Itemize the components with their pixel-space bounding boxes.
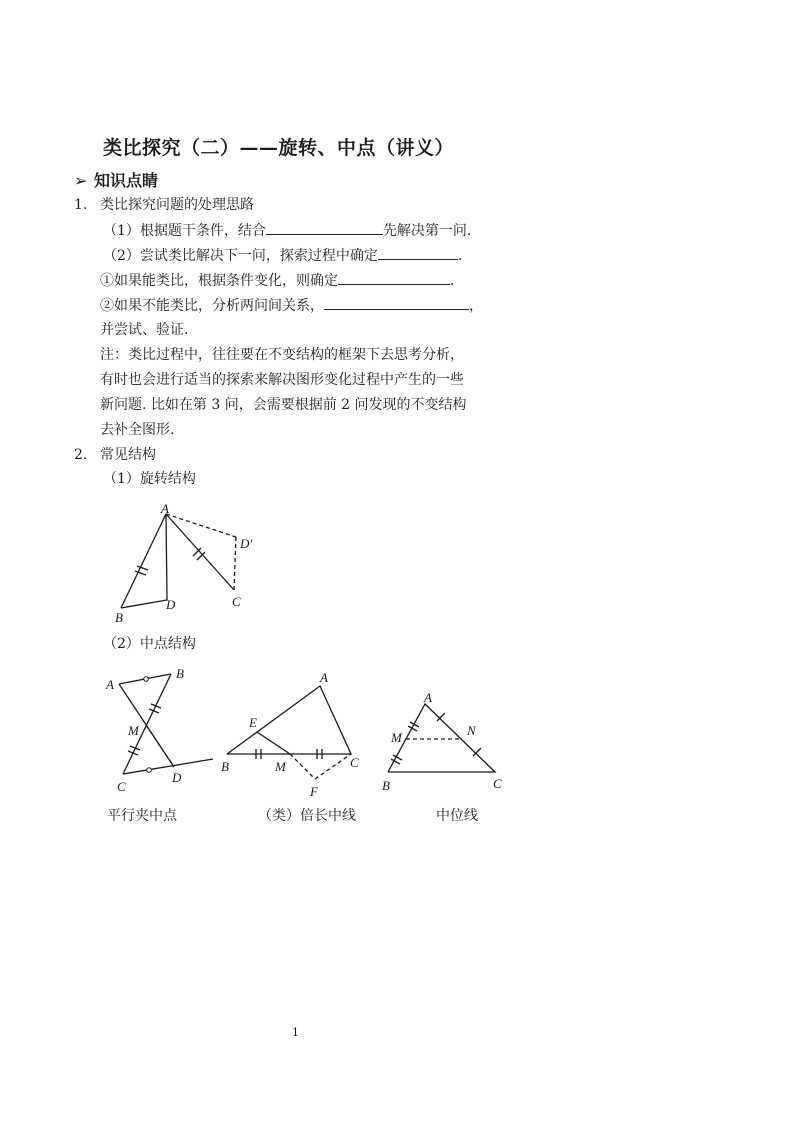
note-line-3: 新问题. 比如在第 3 问，会需要根据前 2 问发现的不变结构 [100,397,467,413]
label-d: D [172,770,182,785]
page-title: 类比探究（二）——旋转、中点（讲义） [103,137,455,159]
item-1-number: 1. [74,197,88,213]
item-2-label: 常见结构 [100,447,156,463]
label-m: M [128,723,139,738]
label-a: A [161,501,169,516]
step-4-text-b: ， [469,298,483,314]
label-c: C [350,755,359,770]
label-b: B [382,778,390,793]
label-d: D [166,597,176,612]
sub-heading-rotation: （1）旋转结构 [103,471,196,487]
step-2-text-b: . [457,248,463,264]
triangle-abc [388,704,495,772]
label-e: E [249,715,257,730]
label-c: C [493,776,502,791]
step-3-text-a: ①如果能类比，根据条件变化，则确定 [100,273,338,289]
note-line-4: 去补全图形. [100,422,175,438]
label-b: B [221,759,229,774]
note-line-2: 有时也会进行适当的探索来解决图形变化过程中产生的一些 [100,372,464,388]
label-m: M [391,730,402,745]
label-b: B [176,666,184,681]
page-number: 1 [292,1026,299,1039]
section-heading-text: 知识点睛 [94,171,159,190]
step-5-line: 并尝试、验证. [100,322,189,338]
label-a: A [424,690,432,705]
label-a: A [320,670,328,685]
label-c: C [117,779,126,794]
label-m: M [275,759,286,774]
item-1-label: 类比探究问题的处理思路 [100,197,254,213]
step-1-text-a: （1）根据题干条件，结合 [103,223,266,239]
caption-doubled-median: （类）倍长中线 [258,808,356,824]
item-2-number: 2. [74,447,88,463]
step-3-text-b: . [450,273,455,289]
caption-midline: 中位线 [436,808,478,824]
step-2-text-a: （2）尝试类比解决下一问，探索过程中确定 [103,248,378,264]
caption-parallel-midpoint: 平行夹中点 [107,808,177,824]
arrow-bullet-icon: ➢ [74,171,88,190]
step-1-text-b: 先解决第一问. [382,223,472,239]
note-line-1: 注：类比过程中，往往要在不变结构的框架下去思考分析， [100,347,464,363]
label-b: B [115,610,123,625]
label-a: A [106,677,114,692]
step-4-text-a: ②如果不能类比，分析两问间关系， [100,298,324,314]
label-d-prime: D′ [240,536,253,551]
sub-heading-midpoint: （2）中点结构 [103,636,196,652]
label-n: N [467,723,476,738]
label-c: C [232,594,241,609]
label-f: F [310,784,318,799]
